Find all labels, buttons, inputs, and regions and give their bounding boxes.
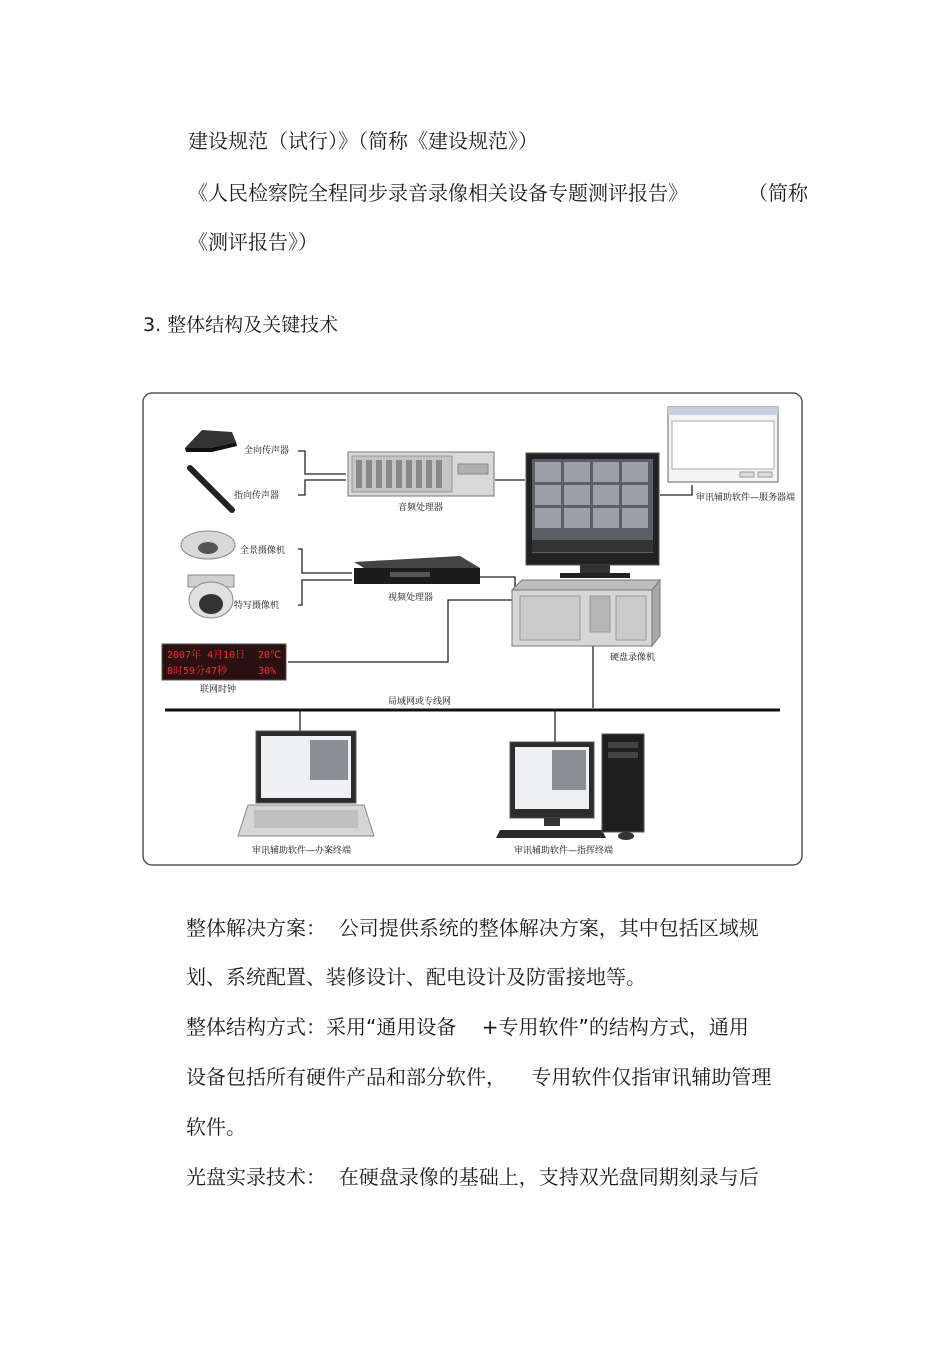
network-clock-icon (162, 644, 286, 680)
body-p2-line3: 软件。 (186, 1115, 246, 1139)
label-hdd-recorder: 硬盘录像机 (610, 653, 656, 663)
label-closeup-camera: 特写摄像机 (234, 601, 280, 611)
body-p1-line1: 整体解决方案： 公司提供系统的整体解决方案，其中包括区域规 (186, 916, 759, 940)
body-p2-line2: 设备包括所有硬件产品和部分软件， 专用软件仅指审讯辅助管理 (186, 1065, 772, 1089)
clock-row2-right: 30% (258, 666, 277, 677)
audio-processor-icon (348, 452, 494, 496)
label-network-clock: 联网时钟 (200, 685, 237, 695)
panoramic-camera-icon (181, 531, 235, 559)
intro-line-3: 《测评报告》） (188, 230, 318, 254)
body-p3-line1: 光盘实录技术： 在硬盘录像的基础上，支持双光盘同期刻录与后 (186, 1165, 759, 1189)
label-server-software: 审讯辅助软件—服务器端 (696, 493, 796, 503)
system-architecture-diagram (140, 390, 805, 868)
label-network: 局域网或专线网 (388, 697, 452, 707)
label-command-terminal: 审讯辅助软件—指挥终端 (514, 846, 614, 856)
label-audio-processor: 音频处理器 (398, 503, 444, 513)
monitor-icon (526, 453, 659, 578)
label-office-terminal: 审讯辅助软件—办案终端 (252, 846, 352, 856)
clock-row2-left: 8时59分47秒 (167, 666, 228, 677)
intro-line-2-title: 《人民检察院全程同步录音录像相关设备专题测评报告》 (188, 181, 688, 205)
clock-row1-left: 2007年 4月10日 (167, 650, 246, 661)
intro-line-2-abbr: （简称 (748, 181, 808, 205)
section-heading: 3. 整体结构及关键技术 (143, 314, 339, 336)
clock-row1-right: 20℃ (258, 650, 282, 661)
body-p2-line1: 整体结构方式：采用“通用设备 +专用软件”的结构方式，通用 (186, 1015, 749, 1039)
intro-line-1: 建设规范（试行）》（简称《建设规范》） (188, 129, 538, 153)
hdd-recorder-icon (512, 580, 660, 646)
label-directional-mic: 指向传声器 (234, 491, 280, 501)
label-video-processor: 视频处理器 (388, 593, 434, 603)
body-p1-line2: 划、系统配置、装修设计、配电设计及防雷接地等。 (186, 965, 646, 989)
closeup-camera-icon (188, 575, 234, 618)
laptop-icon (238, 731, 374, 836)
server-software-window-icon (668, 407, 778, 482)
label-panoramic-camera: 全景摄像机 (240, 546, 286, 556)
label-omni-mic: 全向传声器 (244, 446, 290, 456)
